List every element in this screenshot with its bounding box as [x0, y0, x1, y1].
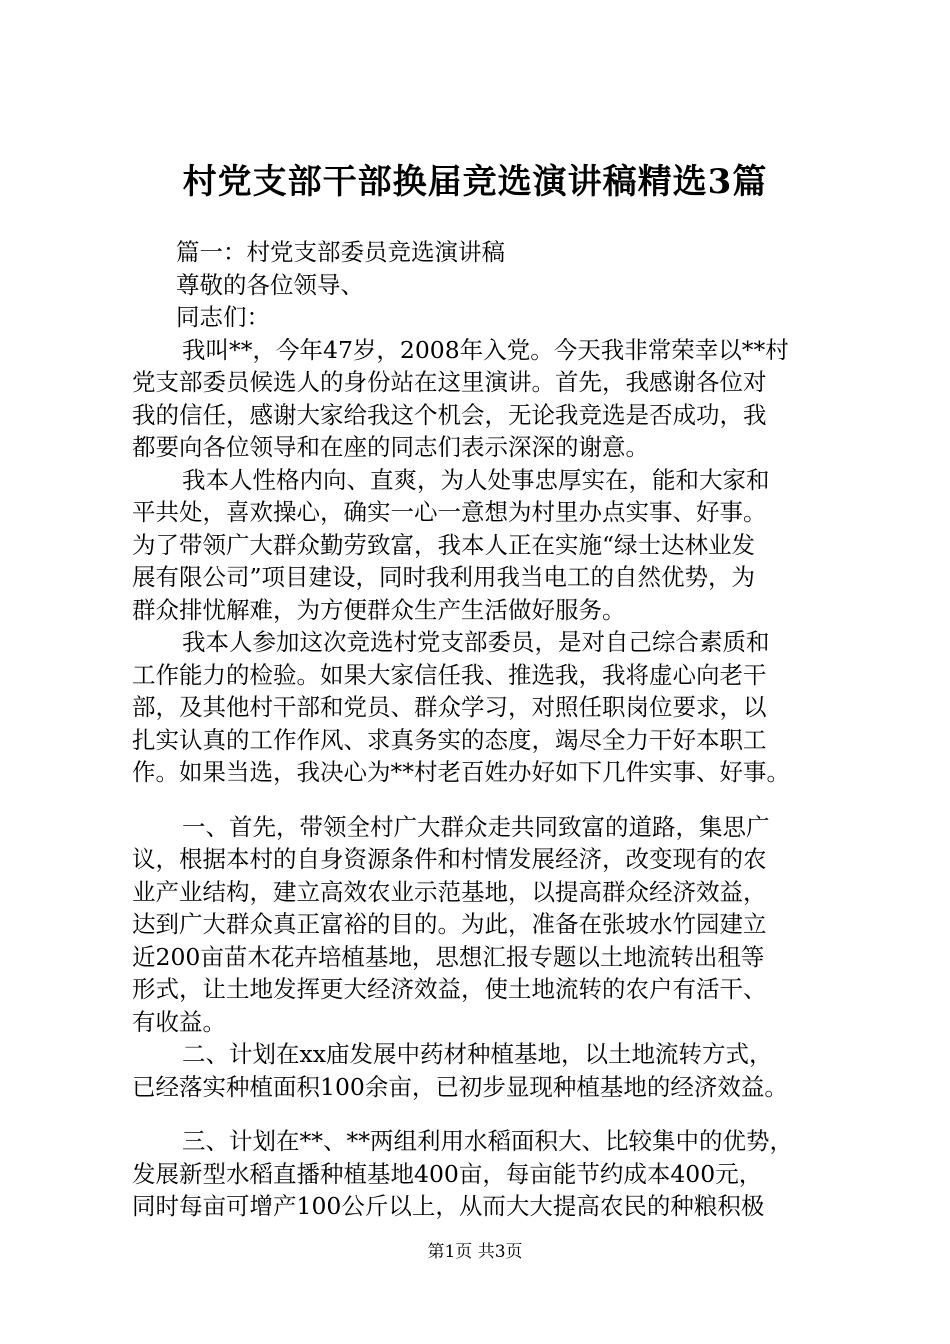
page-footer: 第1页 共3页: [427, 1242, 523, 1262]
text-line: 发展新型水稻直播种植基地400亩，每亩能节约成本400元，: [132, 1159, 763, 1188]
text-line: 议，根据本村的自身资源条件和村情发展经济，改变现有的农: [132, 845, 767, 873]
paragraph-gap: [132, 789, 852, 811]
salutation-line: 尊敬的各位领导、: [176, 270, 364, 299]
text-line: 我本人性格内向、直爽，为人处事忠厚实在，能和大家和: [182, 465, 770, 494]
paragraph-gap: [132, 1103, 852, 1125]
text-line: 为了带领广大群众勤劳致富，我本人正在实施“绿士达林业发: [132, 530, 756, 559]
text-line: 作。如果当选，我决心为**村老百姓办好如下几件实事、好事。: [132, 758, 790, 786]
document-body: [132, 236, 852, 1223]
salutation-line: 同志们：: [176, 303, 270, 331]
text-line: 近200亩苗木花卉培植基地，思想汇报专题以土地流转出租等: [132, 942, 765, 971]
text-line: 平共处，喜欢操心，确实一心一意想为村里办点实事、好事。: [132, 498, 767, 526]
text-line: 展有限公司”项目建设，同时我利用我当电工的自然优势，为: [132, 563, 756, 591]
text-line: 三、计划在**、**两组利用水稻面积大、比较集中的优势，: [182, 1127, 793, 1155]
text-line: 已经落实种植面积100余亩，已初步显现种植基地的经济效益。: [132, 1072, 788, 1101]
text-line: 有收益。: [132, 1007, 226, 1036]
text-line: 达到广大群众真正富裕的目的。为此，准备在张坡水竹园建立: [132, 910, 767, 938]
text-line: 一、首先，带领全村广大群众走共同致富的道路，集思广: [182, 812, 770, 841]
section-heading: 篇一：村党支部委员竞选演讲稿: [176, 238, 505, 266]
text-line: 业产业结构，建立高效农业示范基地，以提高群众经济效益，: [132, 877, 767, 906]
document-title: 村党支部干部换届竞选演讲稿精选3篇: [182, 162, 768, 202]
text-line: 工作能力的检验。如果大家信任我、推选我，我将虚心向老干: [132, 660, 767, 689]
text-line: 同时每亩可增产100公斤以上，从而大大提高农民的种粮积极: [132, 1192, 765, 1220]
text-line: 我的信任，感谢大家给我这个机会，无论我竞选是否成功，我: [132, 400, 767, 429]
text-line: 都要向各位领导和在座的同志们表示深深的谢意。: [132, 433, 649, 461]
text-line: 部，及其他村干部和党员、群众学习，对照任职岗位要求，以: [132, 693, 767, 721]
text-line: 我叫**，今年47岁，2008年入党。今天我非常荣幸以**村: [182, 335, 789, 364]
text-line: 形式，让土地发挥更大经济效益，使土地流转的农户有活干、: [132, 975, 767, 1003]
text-line: 党支部委员候选人的身份站在这里演讲。首先，我感谢各位对: [132, 368, 767, 396]
text-line: 群众排忧解难，为方便群众生产生活做好服务。: [132, 595, 626, 624]
text-line: 二、计划在xx庙发展中药材种植基地，以土地流转方式，: [182, 1040, 773, 1068]
text-line: 扎实认真的工作作风、求真务实的态度，竭尽全力干好本职工: [132, 725, 767, 754]
text-line: 我本人参加这次竞选村党支部委员，是对自己综合素质和: [182, 628, 770, 656]
